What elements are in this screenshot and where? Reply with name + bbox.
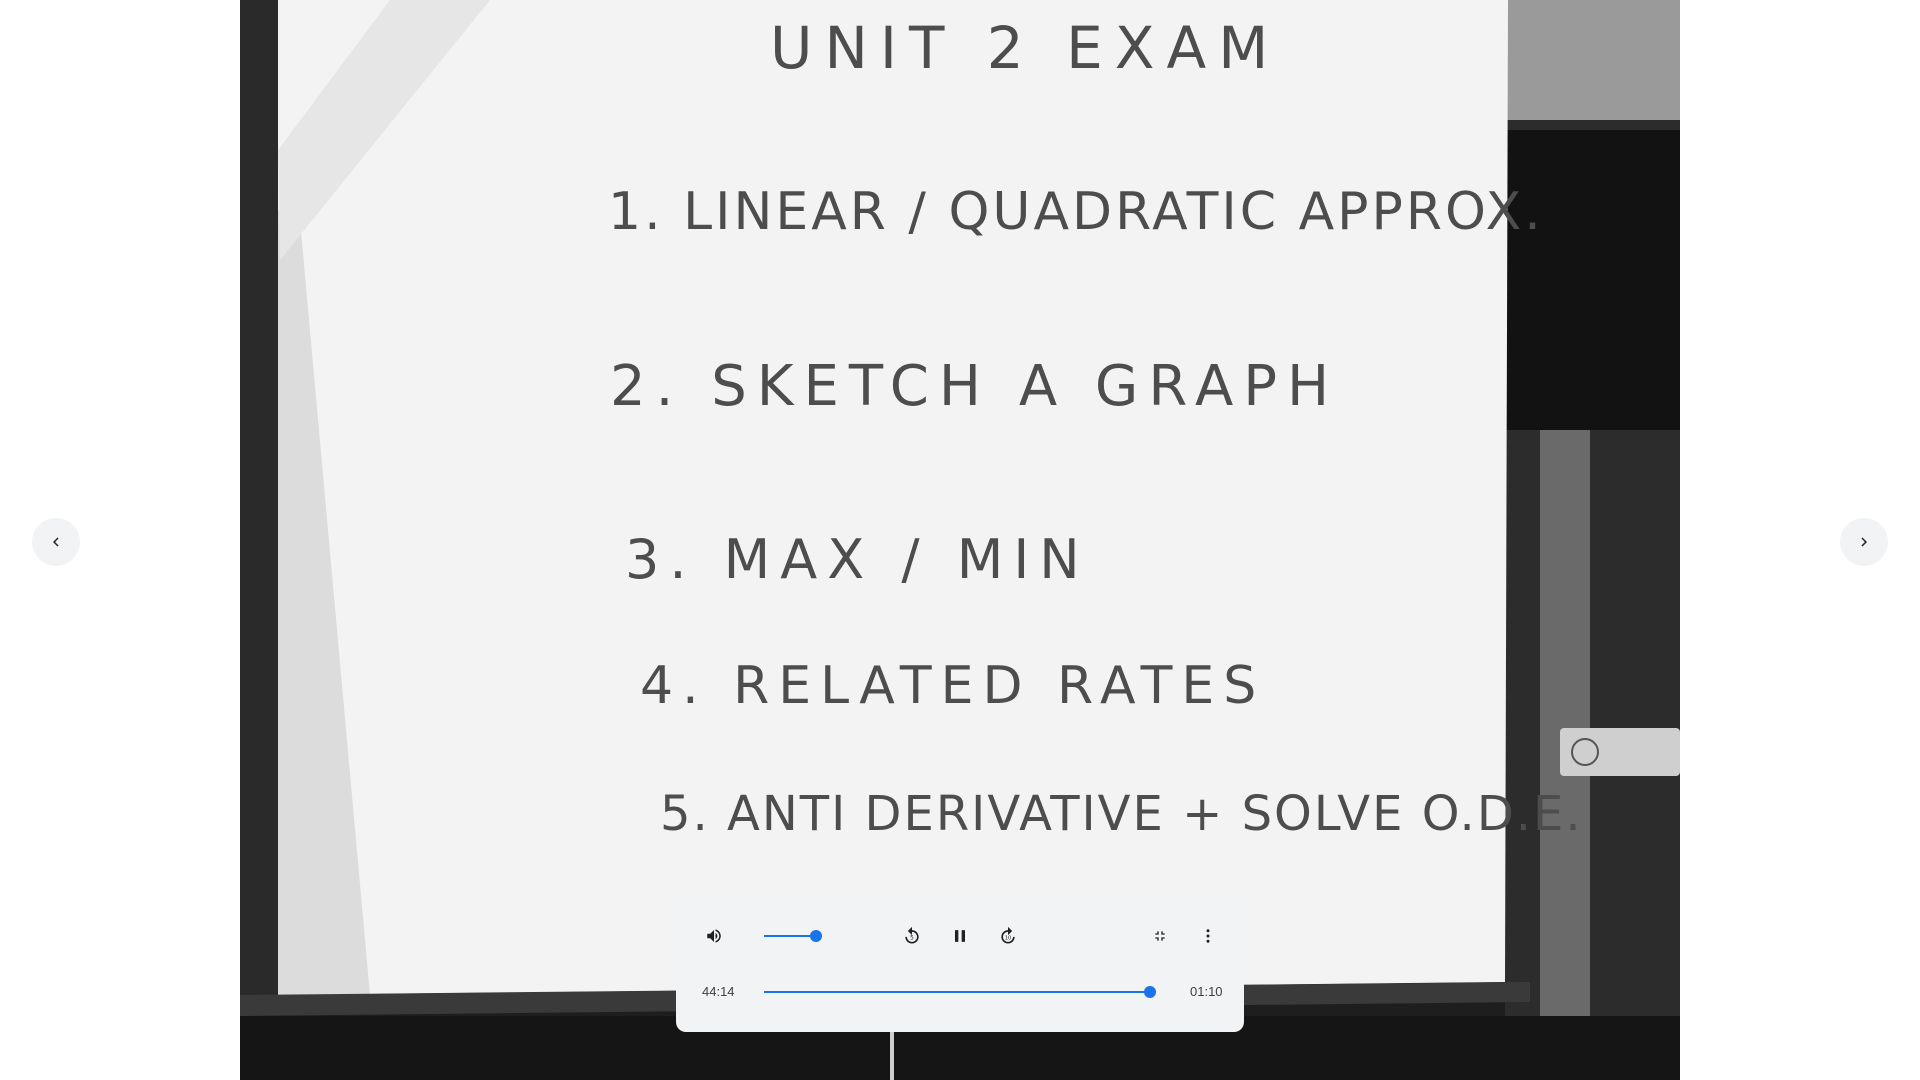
chevron-left-icon [47,533,65,551]
progress-track [764,991,1150,993]
next-button[interactable] [1840,518,1888,566]
fullscreen-exit-icon [1152,928,1168,944]
pause-icon [950,926,970,946]
previous-button[interactable] [32,518,80,566]
remaining-time: 01:10 [1190,984,1223,999]
mute-button[interactable] [698,920,730,952]
board-item: 4. RELATED RATES [640,656,1266,716]
progress-thumb[interactable] [1144,986,1156,998]
rewind-button[interactable] [896,920,928,952]
forward-10-icon [998,926,1018,946]
progress-slider[interactable] [764,984,1160,1000]
board-item: 2. SKETCH A GRAPH [610,354,1340,419]
board-item: 5. ANTI DERIVATIVE + SOLVE O.D.E. [660,786,1583,842]
chevron-right-icon [1855,533,1873,551]
replay-5-icon [902,926,922,946]
more-options-button[interactable] [1192,920,1224,952]
forward-button[interactable] [992,920,1024,952]
player-controls [676,896,1244,1032]
svg-text:5: 5 [910,935,914,942]
board-title: UNIT 2 EXAM [770,14,1281,82]
pause-button[interactable] [944,920,976,952]
volume-up-icon [705,927,723,945]
volume-slider[interactable] [764,928,838,944]
more-vert-icon [1199,927,1217,945]
elapsed-time: 44:14 [702,984,735,999]
board-item: 1. LINEAR / QUADRATIC APPROX. [608,182,1544,242]
volume-track [764,935,816,937]
board-item: 3. MAX / MIN [625,528,1090,591]
exit-fullscreen-button[interactable] [1144,920,1176,952]
svg-text:10: 10 [1004,935,1012,942]
volume-thumb[interactable] [810,930,822,942]
